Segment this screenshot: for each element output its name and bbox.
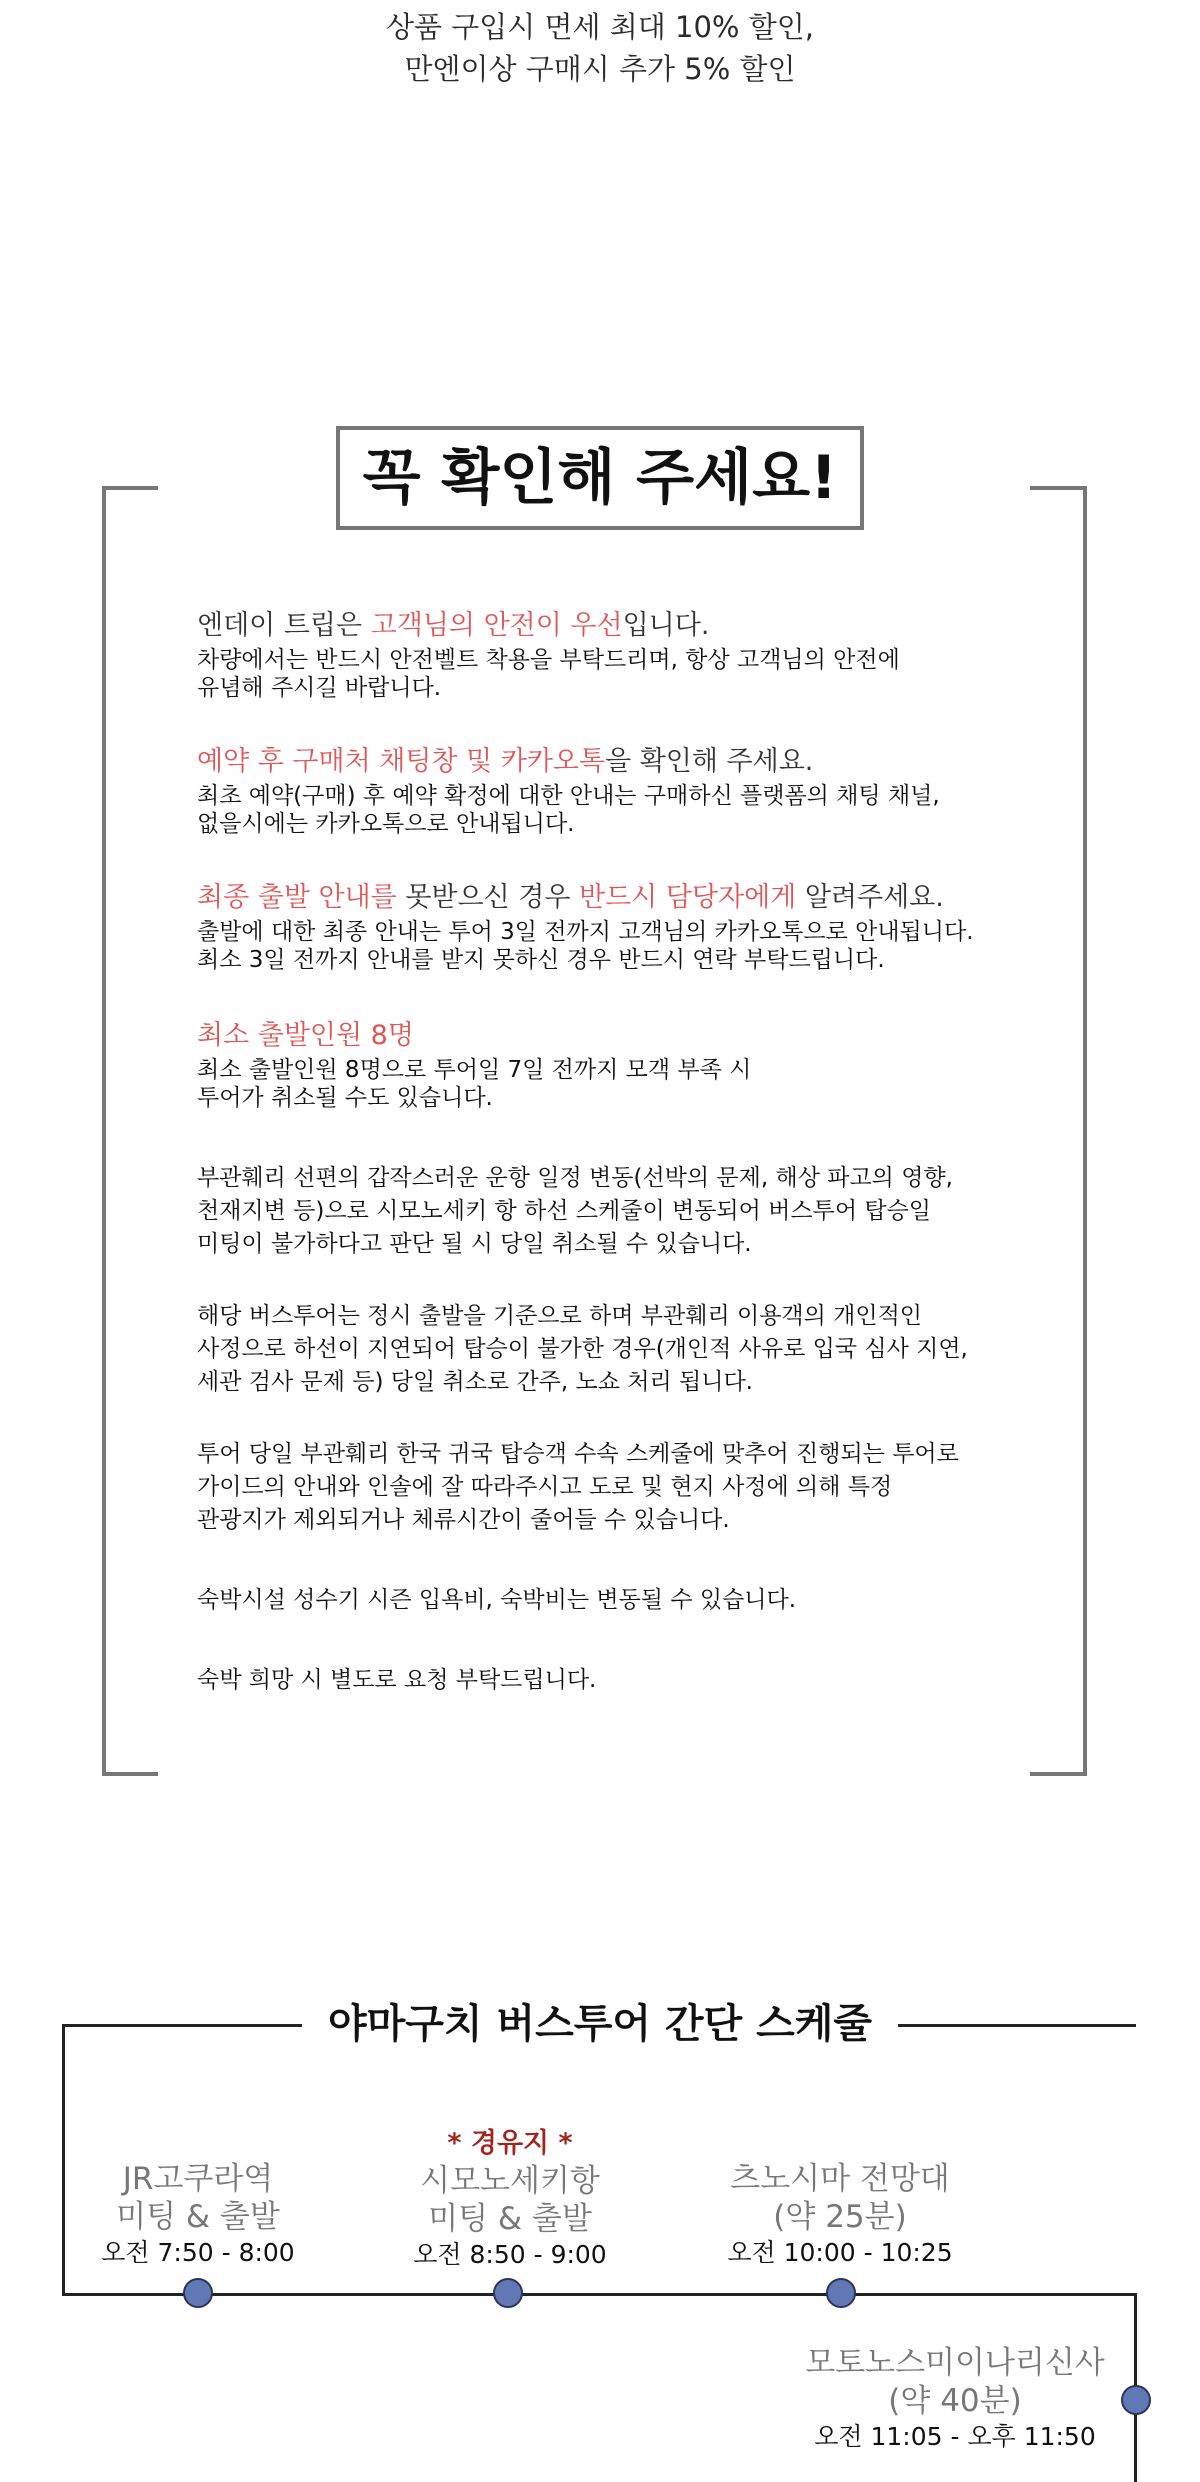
schedule-stop-3 — [700, 2160, 980, 2270]
heading-highlight: 예약 후 구매처 채팅창 및 카카오톡 — [197, 746, 606, 777]
stop-time: 오전 10:00 - 10:25 — [727, 2238, 953, 2267]
schedule-stop-2 — [380, 2126, 640, 2272]
heading-highlight: 반드시 담당자에게 — [579, 882, 797, 913]
schedule-stop-marker — [826, 2278, 856, 2308]
promo-line-1: 상품 구입시 면세 최대 10% 할인, — [386, 10, 814, 44]
notice-section-2 — [197, 742, 940, 838]
stop-name: 모토노스미이나리신사 (약 40분) — [805, 2345, 1105, 2419]
notice-section-1 — [197, 606, 900, 702]
notice-title: 꼭 확인해 주세요! — [336, 426, 864, 530]
notice-section-text: 차량에서는 반드시 안전벨트 착용을 부탁드리며, 항상 고객님의 안전에 유념해 주시길 바랍니다. — [197, 647, 900, 701]
notice-section-heading — [197, 606, 900, 646]
schedule-stop-marker — [1121, 2385, 1151, 2415]
notice-frame-left — [102, 486, 158, 1776]
heading-text: 입니다. — [622, 610, 710, 641]
notice-paragraph-tour-day: 투어 당일 부관훼리 한국 귀국 탑승객 수속 스케줄에 맞추어 진행되는 투어로 가이드의 안내와 인솔에 잘 따라주시고 도로 및 현지 사정에 의해 특정 관광지가 제외되거나 체류시간이 줄어들 수 있습니다. — [197, 1441, 959, 1533]
stop-time: 오전 11:05 - 오후 11:50 — [814, 2422, 1096, 2451]
notice-frame-right — [1030, 486, 1087, 1776]
schedule-line-route — [62, 2293, 1137, 2296]
notice-section-text: 최소 출발인원 8명으로 투어일 7일 전까지 모객 부족 시 투어가 취소될 수도 있습니다. — [197, 1057, 752, 1111]
schedule-stop-1 — [78, 2160, 318, 2270]
schedule-title — [0, 1996, 1200, 2052]
heading-text: 알려주세요. — [796, 882, 944, 913]
heading-text: 못받으신 경우 — [396, 882, 579, 913]
stop-time: 오전 8:50 - 9:00 — [413, 2240, 607, 2269]
heading-text: 엔데이 트립은 — [197, 610, 371, 641]
schedule-stop-4 — [780, 2344, 1130, 2454]
promo-line-2: 만엔이상 구매시 추가 5% 할인 — [404, 52, 796, 86]
schedule-line-left — [62, 2024, 65, 2296]
stop-name: 츠노시마 전망대 (약 25분) — [730, 2161, 950, 2235]
notice-paragraph-no-show: 해당 버스투어는 정시 출발을 기준으로 하며 부관훼리 이용객의 개인적인 사정으로 하선이 지연되어 탑승이 불가한 경우(개인적 사유로 입국 심사 지연, 세관 검사 문제 등) 당일 취소로 간주, 노쇼 처리 됩니다. — [197, 1303, 968, 1395]
schedule-stop-marker — [183, 2278, 213, 2308]
stop-name: 시모노세키항 미팅 & 출발 — [420, 2163, 600, 2237]
notice-paragraph-accommodation-request: 숙박 희망 시 별도로 요청 부탁드립니다. — [197, 1667, 597, 1693]
heading-highlight: 고객님의 안전이 우선 — [370, 610, 623, 641]
notice-paragraph-accommodation-fee: 숙박시설 성수기 시즌 입욕비, 숙박비는 변동될 수 있습니다. — [197, 1587, 797, 1613]
notice-section-3 — [197, 878, 974, 974]
notice-section-heading — [197, 878, 974, 918]
heading-highlight: 최소 출발인원 8명 — [197, 1020, 414, 1051]
via-label: * 경유지 * — [447, 2128, 573, 2159]
notice-section-text: 최초 예약(구매) 후 예약 확정에 대한 안내는 구매하신 플랫폼의 채팅 채널, 없을시에는 카카오톡으로 안내됩니다. — [197, 783, 940, 837]
notice-section-heading — [197, 1016, 751, 1056]
schedule-stop-marker — [493, 2278, 523, 2308]
schedule-title-text: 야마구치 버스투어 간단 스케줄 — [302, 2001, 898, 2047]
heading-text: 을 확인해 주세요. — [605, 746, 814, 777]
notice-section-4 — [197, 1016, 751, 1112]
stop-name: JR고쿠라역 미팅 & 출발 — [116, 2161, 280, 2235]
notice-section-heading — [197, 742, 940, 782]
heading-highlight: 최종 출발 안내를 — [197, 882, 397, 913]
stop-time: 오전 7:50 - 8:00 — [101, 2238, 295, 2267]
notice-paragraph-ferry-schedule: 부관훼리 선편의 갑작스러운 운항 일정 변동(선박의 문제, 해상 파고의 영향, 천재지변 등)으로 시모노세키 항 하선 스케줄이 변동되어 버스투어 탑승일 미팅이 불가하다고 판단 될 시 당일 취소될 수 있습니다. — [197, 1165, 953, 1257]
notice-section-text: 출발에 대한 최종 안내는 투어 3일 전까지 고객님의 카카오톡으로 안내됩니다. 최소 3일 전까지 안내를 받지 못하신 경우 반드시 연락 부탁드립니다. — [197, 919, 974, 973]
promo-text — [0, 6, 1200, 90]
